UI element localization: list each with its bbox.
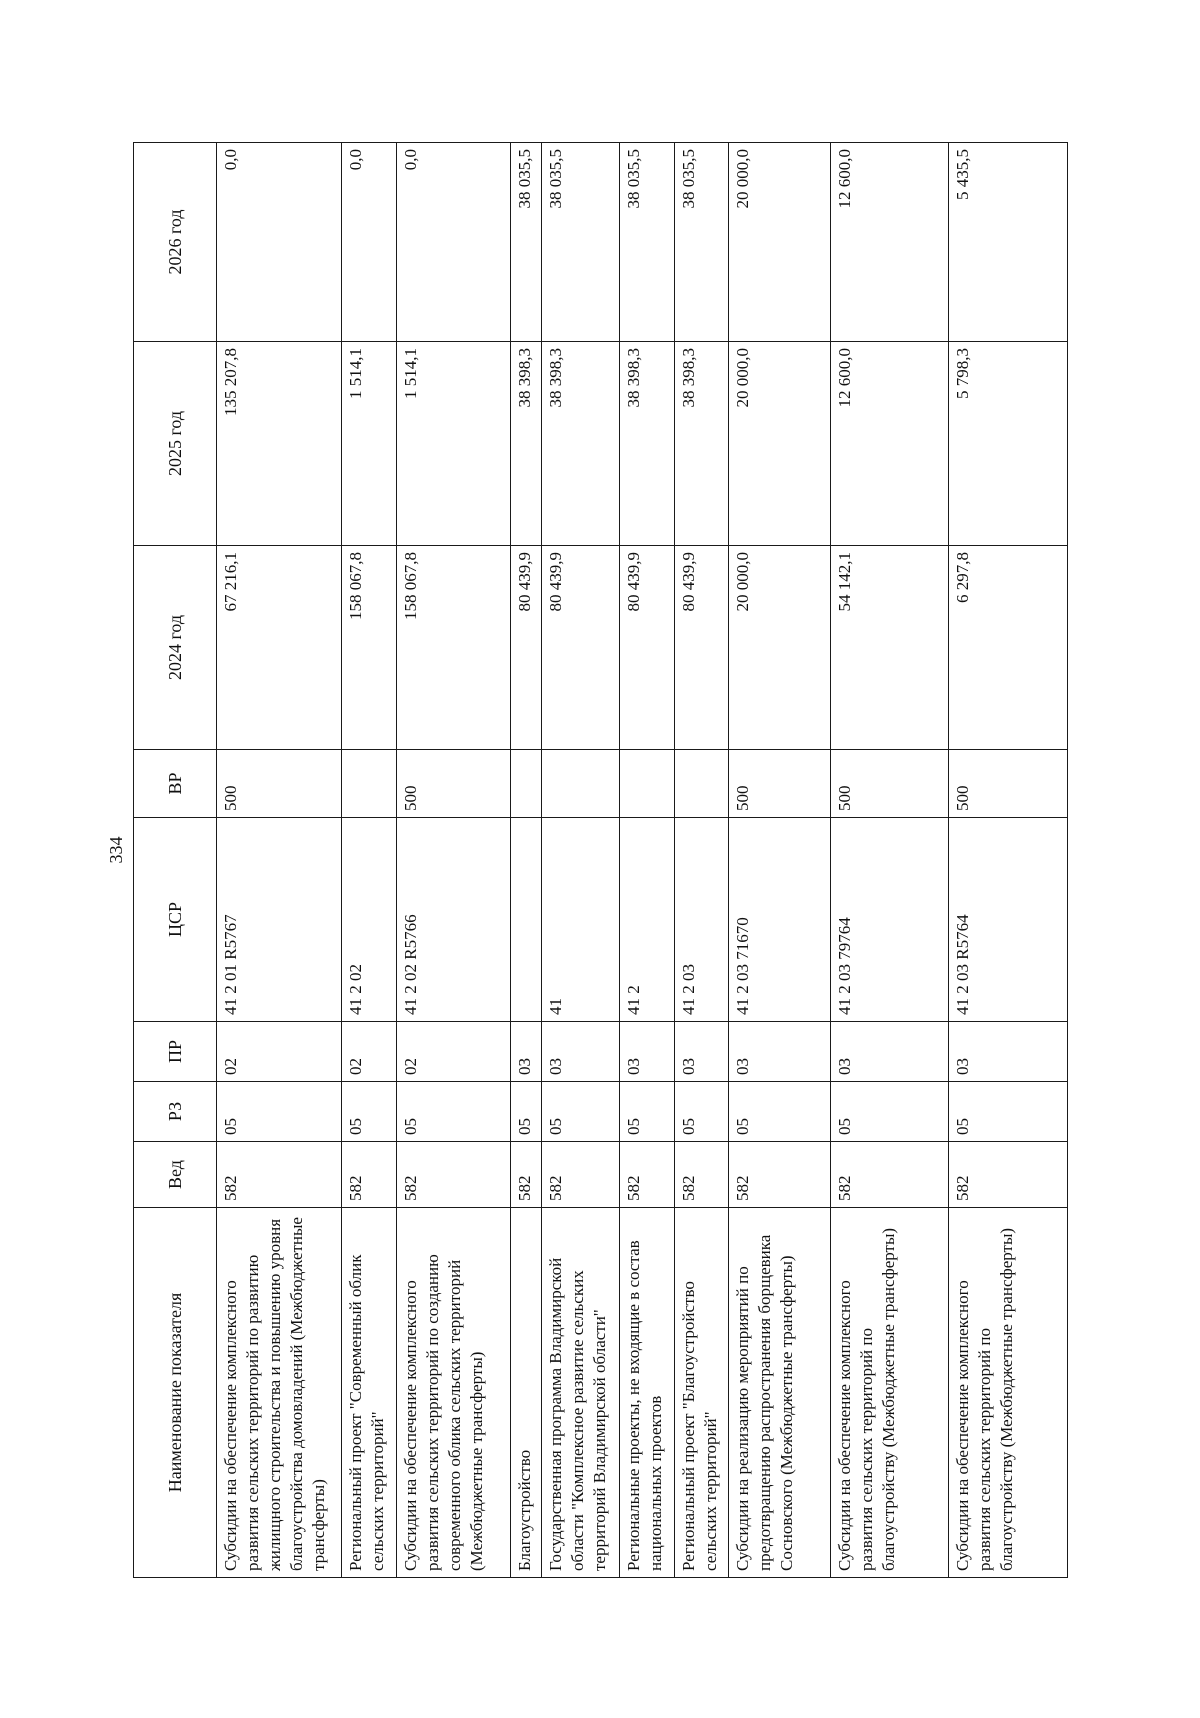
cell-pr: 03 bbox=[541, 1021, 619, 1081]
cell-vr bbox=[510, 749, 541, 817]
cell-2026: 38 035,5 bbox=[541, 142, 619, 341]
page-number: 334 bbox=[106, 836, 126, 864]
cell-csr: 41 2 03 79764 bbox=[830, 817, 949, 1021]
cell-csr: 41 2 02 bbox=[341, 817, 396, 1021]
cell-rz: 05 bbox=[510, 1081, 541, 1141]
cell-csr: 41 2 01 R5767 bbox=[216, 817, 341, 1021]
cell-ved: 582 bbox=[541, 1141, 619, 1207]
cell-vr: 500 bbox=[728, 749, 830, 817]
cell-name: Региональные проекты, не входящие в состав национальных проектов bbox=[619, 1207, 674, 1577]
cell-2025: 1 514,1 bbox=[396, 341, 510, 545]
cell-name: Государственная программа Владимирской области "Комплексное развитие сельских территорий Владимирской области" bbox=[541, 1207, 619, 1577]
cell-pr: 02 bbox=[396, 1021, 510, 1081]
cell-rz: 05 bbox=[830, 1081, 949, 1141]
cell-ved: 582 bbox=[830, 1141, 949, 1207]
cell-name: Благоустройство bbox=[510, 1207, 541, 1577]
cell-name: Региональный проект "Современный облик сельских территорий" bbox=[341, 1207, 396, 1577]
cell-2024: 158 067,8 bbox=[341, 545, 396, 749]
table-row bbox=[619, 142, 674, 1577]
cell-2025: 5 798,3 bbox=[948, 341, 1067, 545]
cell-rz: 05 bbox=[541, 1081, 619, 1141]
cell-2025: 38 398,3 bbox=[619, 341, 674, 545]
cell-2024: 80 439,9 bbox=[619, 545, 674, 749]
cell-csr: 41 bbox=[541, 817, 619, 1021]
cell-csr: 41 2 bbox=[619, 817, 674, 1021]
table-row bbox=[728, 142, 830, 1577]
cell-csr: 41 2 03 R5764 bbox=[948, 817, 1067, 1021]
budget-table bbox=[133, 142, 1068, 1578]
cell-2026: 38 035,5 bbox=[619, 142, 674, 341]
cell-2026: 38 035,5 bbox=[674, 142, 729, 341]
cell-csr: 41 2 02 R5766 bbox=[396, 817, 510, 1021]
cell-2025: 38 398,3 bbox=[510, 341, 541, 545]
header-rz: РЗ bbox=[133, 1081, 216, 1141]
rotated-table-container bbox=[133, 143, 1068, 1578]
cell-name: Субсидии на обеспечение комплексного развития сельских территорий по развитию жилищного строительства и повышению уровня благоустройства домовладений (Межбюджетные трансферты) bbox=[216, 1207, 341, 1577]
header-vr: ВР bbox=[133, 749, 216, 817]
cell-rz: 05 bbox=[619, 1081, 674, 1141]
cell-csr: 41 2 03 bbox=[674, 817, 729, 1021]
cell-2025: 38 398,3 bbox=[674, 341, 729, 545]
cell-name: Субсидии на обеспечение комплексного развития сельских территорий по благоустройству (Межбюджетные трансферты) bbox=[830, 1207, 949, 1577]
cell-ved: 582 bbox=[216, 1141, 341, 1207]
cell-2025: 20 000,0 bbox=[728, 341, 830, 545]
cell-rz: 05 bbox=[674, 1081, 729, 1141]
cell-csr bbox=[510, 817, 541, 1021]
cell-pr: 02 bbox=[216, 1021, 341, 1081]
cell-2024: 80 439,9 bbox=[674, 545, 729, 749]
table-row bbox=[948, 142, 1067, 1577]
cell-vr bbox=[619, 749, 674, 817]
cell-vr: 500 bbox=[830, 749, 949, 817]
table-row bbox=[830, 142, 949, 1577]
header-2026: 2026 год bbox=[133, 142, 216, 341]
cell-pr: 03 bbox=[948, 1021, 1067, 1081]
cell-ved: 582 bbox=[396, 1141, 510, 1207]
cell-2026: 0,0 bbox=[341, 142, 396, 341]
table-row bbox=[216, 142, 341, 1577]
cell-name: Региональный проект "Благоустройство сельских территорий" bbox=[674, 1207, 729, 1577]
header-name: Наименование показателя bbox=[133, 1207, 216, 1577]
cell-2026: 20 000,0 bbox=[728, 142, 830, 341]
table-row bbox=[674, 142, 729, 1577]
header-csr: ЦСР bbox=[133, 817, 216, 1021]
cell-2026: 0,0 bbox=[216, 142, 341, 341]
cell-pr: 03 bbox=[619, 1021, 674, 1081]
cell-2025: 12 600,0 bbox=[830, 341, 949, 545]
cell-ved: 582 bbox=[510, 1141, 541, 1207]
cell-ved: 582 bbox=[674, 1141, 729, 1207]
cell-2026: 38 035,5 bbox=[510, 142, 541, 341]
cell-vr: 500 bbox=[396, 749, 510, 817]
cell-pr: 03 bbox=[830, 1021, 949, 1081]
cell-vr bbox=[674, 749, 729, 817]
cell-vr bbox=[341, 749, 396, 817]
cell-pr: 02 bbox=[341, 1021, 396, 1081]
cell-2024: 20 000,0 bbox=[728, 545, 830, 749]
cell-2024: 80 439,9 bbox=[510, 545, 541, 749]
cell-ved: 582 bbox=[619, 1141, 674, 1207]
header-2025: 2025 год bbox=[133, 341, 216, 545]
header-ved: Вед bbox=[133, 1141, 216, 1207]
cell-vr: 500 bbox=[948, 749, 1067, 817]
cell-vr bbox=[541, 749, 619, 817]
header-pr: ПР bbox=[133, 1021, 216, 1081]
cell-2025: 38 398,3 bbox=[541, 341, 619, 545]
table-row bbox=[341, 142, 396, 1577]
table-row bbox=[510, 142, 541, 1577]
cell-2026: 5 435,5 bbox=[948, 142, 1067, 341]
cell-2024: 67 216,1 bbox=[216, 545, 341, 749]
table-row bbox=[396, 142, 510, 1577]
cell-rz: 05 bbox=[728, 1081, 830, 1141]
table-row bbox=[541, 142, 619, 1577]
cell-pr: 03 bbox=[728, 1021, 830, 1081]
cell-2025: 135 207,8 bbox=[216, 341, 341, 545]
cell-name: Субсидии на обеспечение комплексного развития сельских территорий по благоустройству (Межбюджетные трансферты) bbox=[948, 1207, 1067, 1577]
cell-2026: 0,0 bbox=[396, 142, 510, 341]
cell-2026: 12 600,0 bbox=[830, 142, 949, 341]
cell-rz: 05 bbox=[341, 1081, 396, 1141]
cell-2024: 6 297,8 bbox=[948, 545, 1067, 749]
cell-2024: 80 439,9 bbox=[541, 545, 619, 749]
cell-2025: 1 514,1 bbox=[341, 341, 396, 545]
cell-rz: 05 bbox=[216, 1081, 341, 1141]
cell-rz: 05 bbox=[396, 1081, 510, 1141]
cell-ved: 582 bbox=[728, 1141, 830, 1207]
cell-name: Субсидии на обеспечение комплексного развития сельских территорий по созданию современного облика сельских территорий (Межбюджетные трансферты) bbox=[396, 1207, 510, 1577]
header-row bbox=[133, 142, 216, 1577]
header-2024: 2024 год bbox=[133, 545, 216, 749]
cell-name: Субсидии на реализацию мероприятий по предотвращению распространения борщевика Сосновского (Межбюджетные трансферты) bbox=[728, 1207, 830, 1577]
cell-rz: 05 bbox=[948, 1081, 1067, 1141]
cell-2024: 158 067,8 bbox=[396, 545, 510, 749]
cell-vr: 500 bbox=[216, 749, 341, 817]
cell-pr: 03 bbox=[510, 1021, 541, 1081]
cell-2024: 54 142,1 bbox=[830, 545, 949, 749]
cell-csr: 41 2 03 71670 bbox=[728, 817, 830, 1021]
cell-ved: 582 bbox=[341, 1141, 396, 1207]
cell-ved: 582 bbox=[948, 1141, 1067, 1207]
cell-pr: 03 bbox=[674, 1021, 729, 1081]
